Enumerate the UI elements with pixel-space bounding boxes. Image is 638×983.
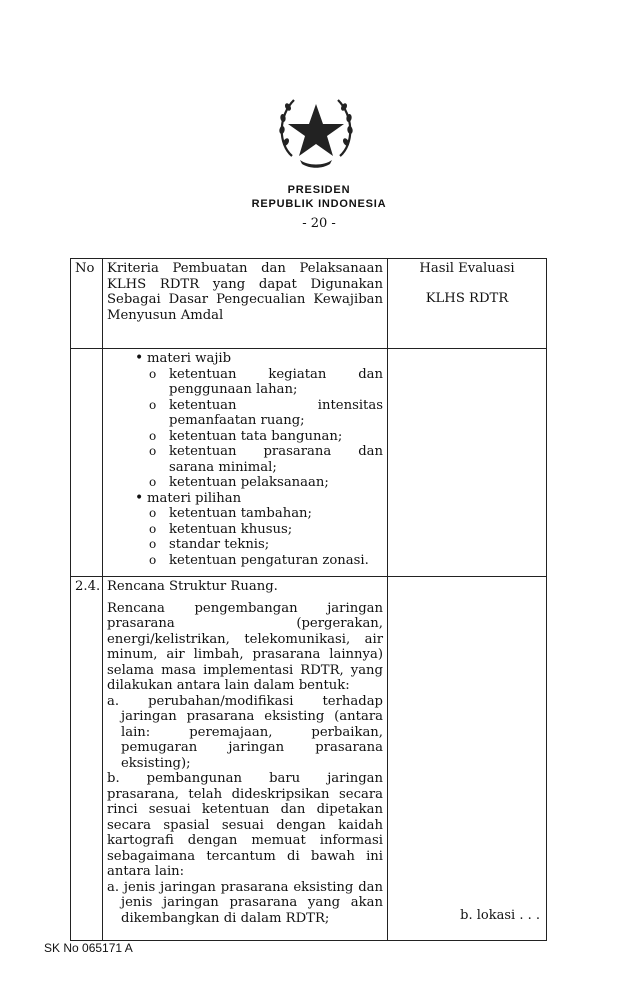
- header-criteria: Kriteria Pembuatan dan Pelaksanaan KLHS RDTR yang dapat Digunakan Sebagai Dasar Pengecualian Kewajiban Menyusun Amdal: [103, 259, 388, 349]
- header-eval-line2: KLHS RDTR: [425, 290, 509, 306]
- materi-wajib-item: [147, 351, 383, 491]
- list-item: o ketentuan khusus;: [169, 522, 383, 538]
- row2-item-a: a. perubahan/modifikasi terhadap jaringan prasarana eksisting (antara lain: peremajaan, perbaikan, pemugaran jaringan prasarana eksisting);: [107, 693, 383, 771]
- garuda-emblem-icon: [270, 86, 362, 172]
- document-code: SK No 065171 A: [44, 941, 133, 955]
- header-republik-indonesia: REPUBLIK INDONESIA: [251, 198, 387, 210]
- list-item: o ketentuan tata bangunan;: [169, 429, 383, 445]
- row2-no: 2.4.: [71, 577, 103, 941]
- evaluation-table: [70, 258, 547, 941]
- materi-wajib-sublist: [147, 367, 383, 491]
- row2-criteria: [103, 577, 388, 941]
- row1-no: [71, 349, 103, 577]
- header-evaluation: [388, 259, 547, 349]
- list-item: o standar teknis;: [169, 537, 383, 553]
- row2-item-b: b. pembangunan baru jaringan prasarana, telah dideskripsikan secara rinci sesuai ketentuan dan dipetakan secara spasial sesuai dengan kaidah kartografi dengan memuat informasi sebagaimana tercantum di bawah ini antara lain:: [107, 771, 383, 879]
- row2-evaluation: [388, 577, 547, 941]
- header-presiden: PRESIDEN: [287, 184, 351, 196]
- header-no: No: [71, 259, 103, 349]
- table-row: [71, 577, 547, 941]
- row2-paragraph: Rencana pengembangan jaringan prasarana (pergerakan, energi/kelistrikan, telekomunikasi, air minum, air limbah, prasarana lainnya) selama masa implementasi RDTR, yang dilakukan antara lain dalam bentuk:: [107, 600, 383, 693]
- list-item: o ketentuan pengaturan zonasi.: [169, 553, 383, 569]
- materi-pilihan-label: materi pilihan: [147, 490, 242, 506]
- list-item: o ketentuan intensitas pemanfaatan ruang;: [169, 398, 383, 429]
- list-item: o ketentuan kegiatan dan penggunaan lahan;: [169, 367, 383, 398]
- page-number: - 20 -: [302, 216, 336, 231]
- row2-item-a2: a. jenis jaringan prasarana eksisting dan jenis jaringan prasarana yang akan dikembangkan di dalam RDTR;: [107, 879, 383, 926]
- list-item: o ketentuan tambahan;: [169, 506, 383, 522]
- table-header-row: [71, 259, 547, 349]
- next-page-catchword: b. lokasi . . .: [460, 908, 540, 923]
- materi-pilihan-item: [147, 491, 383, 569]
- row1-evaluation: [388, 349, 547, 577]
- table-row: [71, 349, 547, 577]
- materi-wajib-label: materi wajib: [147, 351, 232, 366]
- list-item: o ketentuan prasarana dan sarana minimal;: [169, 444, 383, 475]
- materi-pilihan-sublist: [147, 506, 383, 568]
- row2-title: Rencana Struktur Ruang.: [107, 579, 278, 594]
- header-eval-line1: Hasil Evaluasi: [419, 261, 515, 276]
- materi-list: [107, 351, 383, 568]
- list-item: o ketentuan pelaksanaan;: [169, 475, 383, 491]
- row1-criteria: [103, 349, 388, 577]
